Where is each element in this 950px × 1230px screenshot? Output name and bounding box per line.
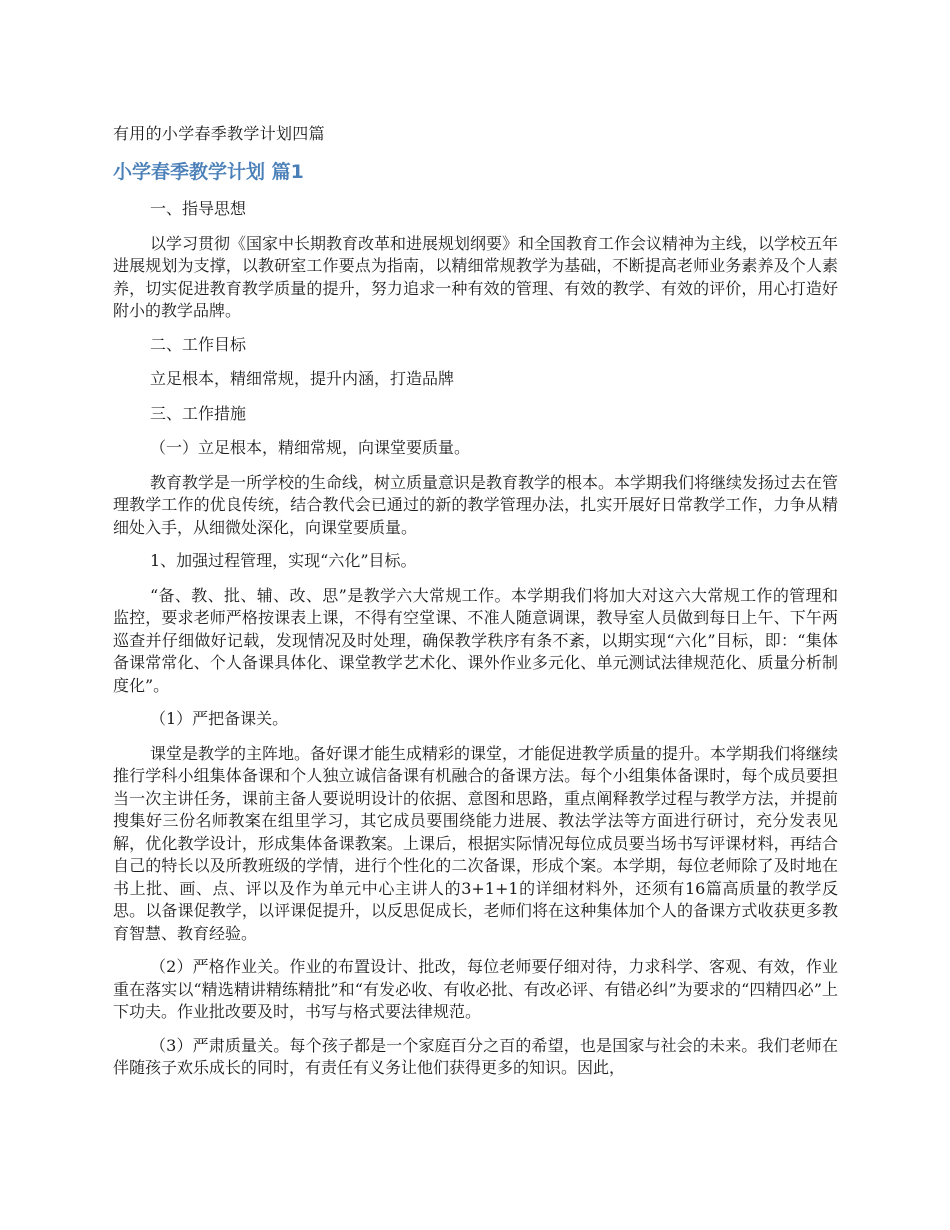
section-heading: 小学春季教学计划 篇1 <box>113 161 304 183</box>
paragraph-teaching-quality: 教育教学是一所学校的生命线，树立质量意识是教育教学的根本。本学期我们将继续发扬过去在管理教学工作的优良传统，结合教代会已通过的新的教学管理办法，扎实开展好日常教学工作，力争从精细处入手，从细微处深化，向课堂要质量。 <box>113 472 839 537</box>
heading-work-measures: 三、工作措施 <box>150 403 247 423</box>
subheading-measure-1: （一）立足根本，精细常规，向课堂要质量。 <box>150 438 471 457</box>
subheading-lesson-prep: （1）严把备课关。 <box>150 709 289 728</box>
subheading-process-management: 1、加强过程管理，实现“六化”目标。 <box>150 551 417 570</box>
heading-work-goals: 二、工作目标 <box>150 334 247 354</box>
paragraph-work-goals: 立足根本，精细常规，提升内涵，打造品牌 <box>150 369 455 388</box>
heading-guiding-ideology: 一、指导思想 <box>150 199 247 218</box>
document-page <box>113 122 838 1091</box>
document-title: 有用的小学春季教学计划四篇 <box>113 124 325 143</box>
paragraph-guiding-ideology: 以学习贯彻《国家中长期教育改革和进展规划纲要》和全国教育工作会议精神为主线，以学校五年进展规划为支撑，以教研室工作要点为指南，以精细常规教学为基础，不断提高老师业务素养及个人素养，切实促进教育教学质量的提升，努力追求一种有效的管理、有效的教学、有效的评价，用心打造好附小的教学品牌。 <box>113 233 839 320</box>
paragraph-homework: （2）严格作业关。作业的布置设计、批改，每位老师要仔细对待，力求科学、客观、有效，作业重在落实以“精选精讲精练精批”和“有发必收、有收必批、有改必评、有错必纠”为要求的“四精四必”上下功夫。作业批改要及时，书写与格式要法律规范。 <box>113 957 838 1021</box>
paragraph-quality: （3）严肃质量关。每个孩子都是一个家庭百分之百的希望，也是国家与社会的未来。我们老师在伴随孩子欢乐成长的同时，有责任有义务让他们获得更多的知识。因此， <box>113 1035 838 1077</box>
paragraph-lesson-prep: 课堂是教学的主阵地。备好课才能生成精彩的课堂，才能促进教学质量的提升。本学期我们将继续推行学科小组集体备课和个人独立诚信备课有机融合的备课方法。每个小组集体备课时，每个成员要担当一次主讲任务，课前主备人要说明设计的依据、意图和思路，重点阐释教学过程与教学方法，并提前搜集好三份名师教案在组里学习，其它成员要围绕能力进展、教法学法等方面进行研讨，充分发表见解，优化教学设计，形成集体备课教案。上课后，根据实际情况每位成员要当场书写评课材料，再结合自己的特长以及所教班级的学情，进行个性化的二次备课，形成个案。本学期，每位老师除了及时地在书上批、画、点、评以及作为单元中心主讲人的3+1+1的详细材料外，还须有16篇高质量的教学反思。以备课促教学，以评课促提升，以反思促成长，老师们将在这种集体加个人的备课方式收获更多教育智慧、教育经验。 <box>113 743 839 943</box>
paragraph-six-routines: “备、教、批、辅、改、思”是教学六大常规工作。本学期我们将加大对这六大常规工作的管理和监控，要求老师严格按课表上课，不得有空堂课、不准人随意调课，教导室人员做到每日上午、下午两巡查并仔细做好记载，发现情况及时处理，确保教学秩序有条不紊，以期实现“六化”目标，即：“集体备课常常化、个人备课具体化、课堂教学艺术化、课外作业多元化、单元测试法律规范化、质量分析制度化”。 <box>113 585 838 695</box>
